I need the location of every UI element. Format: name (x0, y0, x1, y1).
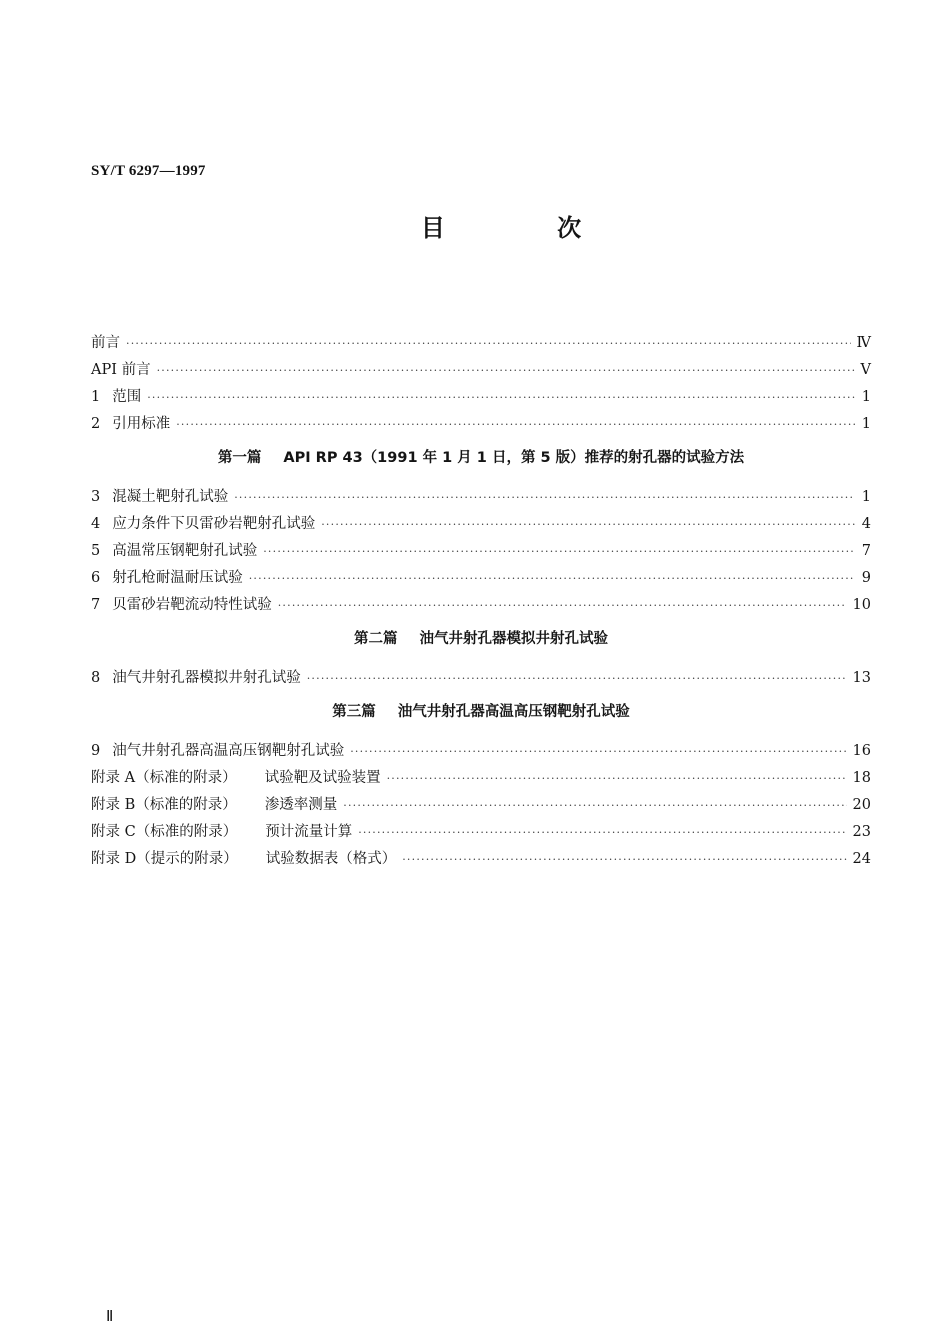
part-number: 第二篇 (354, 631, 398, 647)
part-number: 第一篇 (217, 450, 262, 466)
toc-entry-number: 3 (91, 489, 101, 505)
part-heading-1 (91, 445, 871, 472)
toc-entry-page: 7 (861, 543, 871, 559)
toc-entry-4[interactable] (91, 512, 871, 539)
toc-entry-page: 24 (852, 851, 871, 867)
part-title: 油气井射孔器高温高压钢靶射孔试验 (397, 704, 630, 720)
standard-code: SY/T 6297—1997 (91, 163, 206, 179)
toc-entry-page: 23 (852, 824, 871, 840)
appendix-title: 预计流量计算 (265, 824, 353, 840)
part-title: API RP 43（1991 年 1 月 1 日，第 5 版）推荐的射孔器的试验方法 (283, 450, 745, 466)
toc-entry-8[interactable] (91, 666, 871, 693)
toc-entry-label: 贝雷砂岩靶流动特性试验 (112, 597, 272, 613)
leader-dots (358, 826, 846, 839)
part-title: 油气井射孔器模拟井射孔试验 (419, 631, 608, 647)
leader-dots (176, 418, 855, 431)
toc-entry-page: 10 (852, 597, 871, 613)
appendix-label: 附录 A（标准的附录） (91, 770, 237, 786)
toc-entry-appendix-c[interactable] (91, 820, 871, 847)
part-heading-2 (91, 626, 871, 653)
leader-dots (350, 745, 846, 758)
toc-entry-label: 范围 (112, 389, 142, 405)
leader-dots (147, 391, 855, 404)
toc-entry-page: 4 (861, 516, 871, 532)
appendix-label: 附录 D（提示的附录） (91, 851, 238, 867)
toc-entry-6[interactable] (91, 566, 871, 593)
toc-entry-number: 8 (91, 670, 101, 686)
toc-entry-label: 混凝土靶射孔试验 (112, 489, 229, 505)
table-of-contents (91, 331, 871, 874)
appendix-title: 试验靶及试验装置 (264, 770, 381, 786)
toc-entry-page: 16 (852, 743, 871, 759)
toc-entry-number: 1 (91, 389, 101, 405)
toc-entry-number: 7 (91, 597, 101, 613)
toc-entry-number: 6 (91, 570, 101, 586)
toc-entry-label: API 前言 (91, 362, 151, 378)
toc-entry-page: 1 (861, 416, 871, 432)
toc-entry-appendix-d[interactable] (91, 847, 871, 874)
toc-entry-number: 9 (91, 743, 101, 759)
leader-dots (278, 599, 847, 612)
appendix-label: 附录 B（标准的附录） (91, 797, 237, 813)
toc-entry-5[interactable] (91, 539, 871, 566)
toc-entry-label: 油气井射孔器模拟井射孔试验 (112, 670, 301, 686)
leader-dots (387, 772, 847, 785)
toc-entry-3[interactable] (91, 485, 871, 512)
toc-entry-page: 9 (861, 570, 871, 586)
toc-entry-page: 20 (852, 797, 871, 813)
leader-dots (343, 799, 846, 812)
toc-entry-appendix-b[interactable] (91, 793, 871, 820)
toc-entry-number: 4 (91, 516, 101, 532)
part-heading-3 (91, 699, 871, 726)
toc-entry-page: 1 (861, 489, 871, 505)
toc-entry-page: 18 (852, 770, 871, 786)
toc-entry-number: 2 (91, 416, 101, 432)
toc-entry-label: 油气井射孔器高温高压钢靶射孔试验 (112, 743, 345, 759)
appendix-title: 渗透率测量 (264, 797, 338, 813)
appendix-title: 试验数据表（格式） (265, 851, 397, 867)
leader-dots (157, 364, 855, 377)
toc-entry-9[interactable] (91, 739, 871, 766)
toc-entry-foreword[interactable] (91, 331, 871, 358)
toc-entry-label: 引用标准 (112, 416, 171, 432)
toc-entry-7[interactable] (91, 593, 871, 620)
footer-page-number: Ⅱ (106, 1309, 114, 1325)
toc-entry-page: 1 (861, 389, 871, 405)
toc-entry-label: 射孔枪耐温耐压试验 (112, 570, 243, 586)
toc-entry-page: V (860, 362, 871, 378)
leader-dots (321, 518, 855, 531)
part-number: 第三篇 (332, 704, 376, 720)
toc-entry-number: 5 (91, 543, 101, 559)
toc-entry-label: 前言 (91, 335, 120, 351)
leader-dots (402, 853, 846, 866)
toc-entry-label: 应力条件下贝雷砂岩靶射孔试验 (112, 516, 316, 532)
appendix-label: 附录 C（标准的附录） (91, 824, 238, 840)
leader-dots (307, 672, 847, 685)
toc-entry-references[interactable] (91, 412, 871, 439)
leader-dots (263, 545, 855, 558)
leader-dots (249, 572, 855, 585)
toc-entry-page: 13 (852, 670, 871, 686)
toc-entry-scope[interactable] (91, 385, 871, 412)
toc-entry-label: 高温常压钢靶射孔试验 (112, 543, 258, 559)
toc-entry-api-foreword[interactable] (91, 358, 871, 385)
toc-entry-page: Ⅳ (856, 335, 871, 351)
leader-dots (126, 337, 851, 350)
toc-entry-appendix-a[interactable] (91, 766, 871, 793)
page-title: 目 次 (420, 214, 634, 242)
leader-dots (234, 491, 855, 504)
